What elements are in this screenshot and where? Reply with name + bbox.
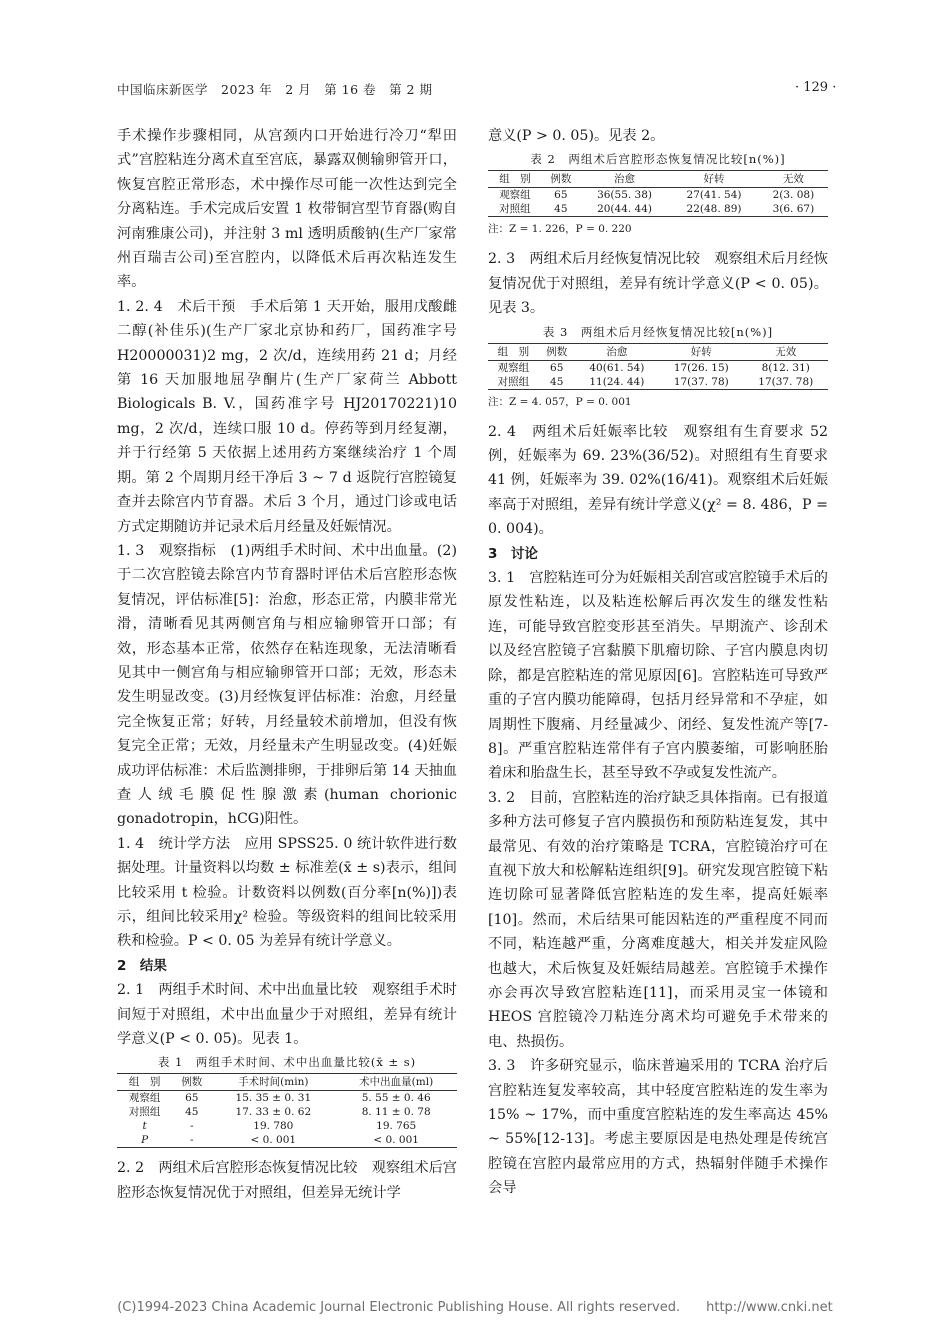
paragraph-discussion-3-1: 3. 1 宫腔粘连可分为妊娠相关刮宫或宫腔镜手术后的原发性粘连，以及粘连松解后再次发生的继发性粘连，可能导致宫腔变形甚至消失。早期流产、诊刮术以及经宫腔镜子宫黏膜下肌瘤切除、子宫内膜息肉切除，都是宫腔粘连的常见原因[6]。宫腔粘连可导致严重的子宫内膜功能障碍，包括月经异常和不孕症，如周期性下腹痛、月经量减少、闭经、复发性流产等[7-8]。严重宫腔粘连常伴有子宫内膜萎缩，可影响胚胎着床和胎盘生长，甚至导致不孕或复发性流产。 (488, 570, 828, 782)
paragraph-result-2-2: 2. 2 两组术后宫腔形态恢复情况比较 观察组术后宫腔形态恢复情况优于对照组，但差异无统计学 (117, 1160, 457, 1201)
paragraph-statistics: 1. 4 统计学方法 应用 SPSS25. 0 统计软件进行数据处理。计量资料以均数 ± 标准差(x̄ ± s)表示，组间比较采用 t 检验。计数资料以例数(百分率[n(%)])表示，组间比较采用χ² 检验。等级资料的组间比较采用秩和检验。P < 0. 05 为差异有统计学意义。 (117, 835, 457, 950)
table-cell: - (172, 1133, 211, 1148)
section-heading-results: 2 结果 (117, 957, 167, 974)
table-cell: 17(37. 78) (744, 375, 828, 390)
table3-caption: 表 3 两组术后月经恢复情况比较[n(%)] (542, 324, 774, 339)
table2-header: 好转 (669, 171, 758, 188)
table-cell: 17(26. 15) (673, 361, 729, 374)
table2-header: 例数 (542, 171, 580, 188)
table2-header: 无效 (759, 171, 828, 188)
table-cell: 20(44. 44) (580, 202, 669, 217)
table1-header: 组 别 (117, 1074, 172, 1091)
table-row (488, 375, 828, 390)
table-cell: < 0. 001 (211, 1133, 335, 1148)
table-row (488, 360, 828, 375)
paragraph-postop-intervention: 1. 2. 4 术后干预 手术后第 1 天开始，服用戊酸雌二醇(补佳乐)(生产厂家北京协和药厂，国药准字号 H20000031)2 mg，2 次/d，连续用药 21 d；月经第 16 天加服地屈孕酮片(生产厂家荷兰 Abbott Biologicals B. V.，国药准字号 HJ20170221)10 mg，2 次/d，连续口服 10 d。停药等到月经复潮，并于行经第 5 天依据上述用药方案继续治疗 1 个周期。第 2 个周期月经干净后 3 ~ 7 d 返院行宫腔镜复查并去除宫内节育器。术后 3 个月，通过门诊或电话方式定期随访并记录术后月经量及妊娠情况。 (117, 298, 457, 535)
table-cell: 65 (554, 189, 568, 202)
table-cell: 对照组 (128, 1106, 161, 1119)
left-column (117, 124, 457, 1205)
table-cell: 65 (185, 1092, 199, 1105)
table2-header: 治愈 (580, 171, 669, 188)
table-cell: - (190, 1120, 194, 1133)
table3-header: 组 别 (488, 343, 539, 360)
table-cell: t (142, 1120, 147, 1133)
table3 (488, 343, 828, 390)
table-cell: 45 (542, 202, 580, 217)
table3-header: 例数 (539, 343, 575, 360)
running-header: 中国临床新医学 2023 年 2 月 第 16 卷 第 2 期 (117, 82, 433, 97)
table-cell: 45 (539, 375, 575, 390)
paragraph-discussion-3-3: 3. 3 许多研究显示，临床普遍采用的 TCRA 治疗后宫腔粘连复发率较高，其中轻度宫腔粘连的发生率为 15% ~ 17%，而中重度宫腔粘连的发生率高达 45% ~ 55%[12-13]。考虑主要原因是电热处理是传统宫腔镜在宫腔内最常应用的方式，热辐射伴随手术操作会导 (488, 1058, 828, 1197)
table3-header: 治愈 (575, 343, 659, 360)
table-cell: 观察组 (128, 1092, 161, 1105)
table-cell: 11(24. 44) (575, 375, 659, 390)
table-cell: 36(55. 38) (597, 189, 653, 202)
paragraph-result-2-4: 2. 4 两组术后妊娠率比较 观察组有生育要求 52 例，妊娠率为 69. 23%(36/52)。对照组有生育要求 41 例，妊娠率为 39. 02%(16/41)。观察组术后妊娠率高于对照组，差异有统计学意义(χ² = 8. 486，P = 0. 004)。 (488, 423, 828, 538)
table1-caption: 表 1 两组手术时间、术中出血量比较(x̄ ± s) (157, 1055, 417, 1070)
table-cell: 27(41. 54) (686, 189, 742, 202)
paragraph-result-2-2-cont: 意义(P > 0. 05)。见表 2。 (488, 128, 665, 144)
table-cell: 22(48. 89) (669, 202, 758, 217)
table1-header: 手术时间(min) (211, 1074, 335, 1091)
table-cell: 19. 765 (376, 1120, 417, 1133)
section-heading-discussion: 3 讨论 (488, 545, 538, 562)
table-cell: P (117, 1133, 172, 1148)
table-cell: 15. 35 ± 0. 31 (235, 1092, 312, 1105)
table3-header: 无效 (744, 343, 828, 360)
table1 (117, 1073, 457, 1148)
table-cell: 8(12. 31) (761, 361, 810, 374)
table2 (488, 170, 828, 217)
table2-note: 注：Z = 1. 226，P = 0. 220 (488, 223, 632, 236)
table-row (117, 1133, 457, 1148)
table2-header: 组 别 (488, 171, 542, 188)
table2-caption: 表 2 两组术后宫腔形态恢复情况比较[n(%)] (530, 152, 786, 167)
table3-header: 好转 (659, 343, 743, 360)
table-cell: 对照组 (488, 202, 542, 217)
table-row (117, 1091, 457, 1106)
table-cell: 17(37. 78) (659, 375, 743, 390)
table-cell: 40(61. 54) (589, 361, 645, 374)
table-cell: 8. 11 ± 0. 78 (361, 1106, 431, 1119)
table-cell: 17. 33 ± 0. 62 (235, 1106, 312, 1119)
right-column (488, 124, 828, 1201)
table-cell: 3(6. 67) (759, 202, 828, 217)
copyright-footer: (C)1994-2023 China Academic Journal Electronic Publishing House. All rights reserved. http://www.cnki.net (117, 1300, 833, 1315)
table-row (117, 1105, 457, 1119)
paragraph-observation-indices: 1. 3 观察指标 (1)两组手术时间、术中出血量。(2)于二次宫腔镜去除宫内节育器时评估术后宫腔形态恢复情况，评估标准[5]：治愈，形态正常，内膜非常光滑，清晰看见其两侧宫角与相应输卵管开口部；有效，形态基本正常，依然存在粘连现象，无法清晰看见其中一侧宫角与相应输卵管开口部；无效，形态未发生明显改变。(3)月经恢复评估标准：治愈，月经量完全恢复正常；好转，月经量较术前增加，但没有恢复完全正常；无效，月经量未产生明显改变。(4)妊娠成功评估标准：术后监测排卵，于排卵后第 14 天抽血查人绒毛膜促性腺激素(human chorionic gonadotropin，hCG)阳性。 (117, 542, 457, 828)
table-cell: 65 (550, 361, 564, 374)
table-row (488, 202, 828, 217)
page-number: · 129 · (795, 80, 837, 95)
table-cell: 45 (185, 1106, 199, 1119)
table-cell: 观察组 (497, 361, 530, 374)
table-row (488, 188, 828, 203)
table-cell: 19. 780 (253, 1120, 294, 1133)
paragraph-result-2-1: 2. 1 两组手术时间、术中出血量比较 观察组手术时间短于对照组，术中出血量少于对照组，差异有统计学意义(P < 0. 05)。见表 1。 (117, 982, 457, 1048)
table-cell: 对照组 (488, 375, 539, 390)
table-cell: < 0. 001 (335, 1133, 457, 1148)
table-cell: 观察组 (499, 189, 531, 202)
table-cell: 2(3. 08) (772, 189, 815, 202)
paragraph-discussion-3-2: 3. 2 目前，宫腔粘连的治疗缺乏具体指南。已有报道多种方法可修复子宫内膜损伤和预防粘连复发，其中最常见、有效的治疗策略是 TCRA，宫腔镜治疗可在直视下放大和松解粘连组织[9]。研究发现宫腔镜下粘连切除可显著降低宫腔粘连的发生率，提高妊娠率[10]。然而，术后结果可能因粘连的严重程度不同而不同，粘连越严重，分离难度越大，相关并发症风险也越大，术后恢复及妊娠结局越差。宫腔镜手术操作亦会再次导致宫腔粘连[11]，而采用灵宝一体镜和 HEOS 宫腔镜冷刀粘连分离术均可避免手术带来的电、热损伤。 (488, 789, 828, 1050)
table1-header: 术中出血量(ml) (335, 1074, 457, 1091)
table3-note: 注：Z = 4. 057，P = 0. 001 (488, 395, 632, 408)
table-cell: 5. 55 ± 0. 46 (361, 1092, 431, 1105)
paragraph-procedure: 手术操作步骤相同，从宫颈内口开始进行冷刀“犁田式”宫腔粘连分离术直至宫底，暴露双侧输卵管开口，恢复宫腔正常形态，术中操作尽可能一次性达到完全分离粘连。手术完成后安置 1 枚带铜宫型节育器(购自河南雅康公司)，并注射 3 ml 透明质酸钠(生产厂家常州百瑞吉公司)至宫腔内，以降低术后再次粘连发生率。 (117, 128, 457, 291)
paragraph-result-2-3: 2. 3 两组术后月经恢复情况比较 观察组术后月经恢复情况优于对照组，差异有统计学意义(P < 0. 05)。见表 3。 (488, 251, 828, 317)
table-row (117, 1119, 457, 1133)
table1-header: 例数 (172, 1074, 211, 1091)
